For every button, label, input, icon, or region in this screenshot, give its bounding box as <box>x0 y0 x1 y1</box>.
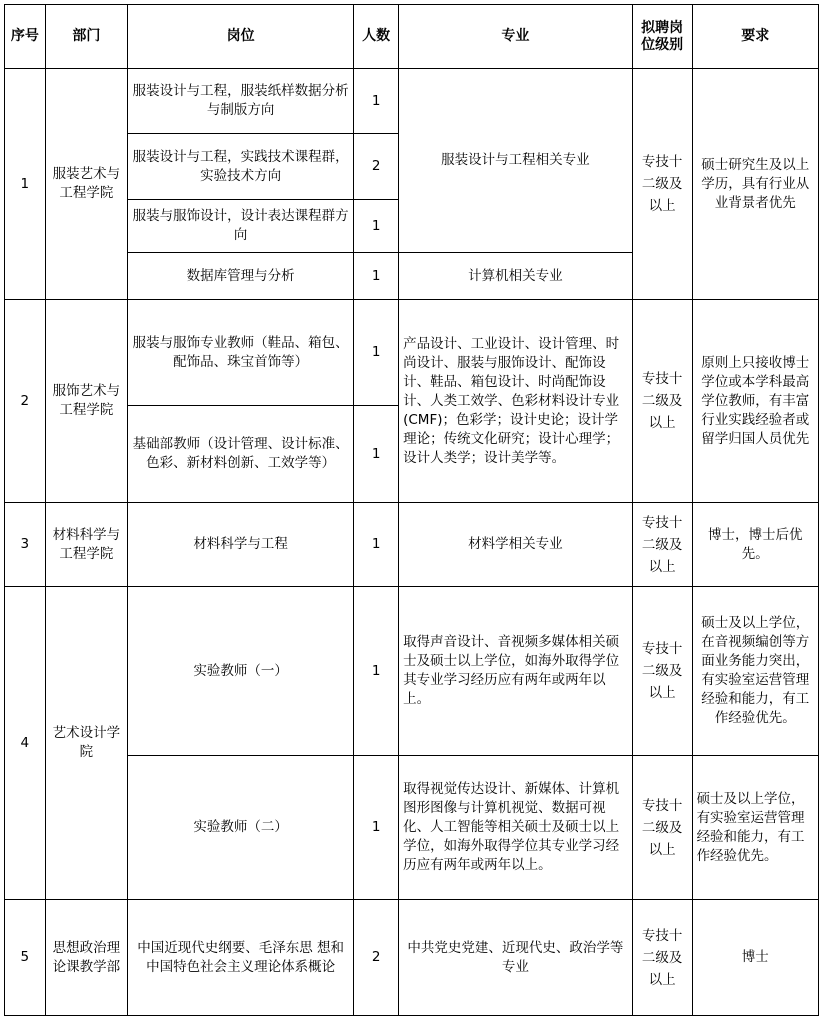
count-cell: 1 <box>354 406 399 503</box>
table-row <box>5 503 819 587</box>
major-cell: 取得声音设计、音视频多媒体相关硕士及硕士以上学位，如海外取得学位其专业学习经历应有两年或两年以上。 <box>399 587 632 756</box>
req-cell: 原则上只接收博士学位或本学科最高学位教师，有丰富行业实践经验者或留学归国人员优先 <box>692 300 818 503</box>
table-row <box>5 300 819 406</box>
table-row <box>5 69 819 134</box>
count-cell: 2 <box>354 134 399 200</box>
position-cell: 服装与服饰专业教师（鞋品、箱包、配饰品、珠宝首饰等） <box>128 300 354 406</box>
level-cell: 专技十二级及以上 <box>632 300 692 503</box>
table-row <box>5 587 819 756</box>
header-count: 人数 <box>354 5 399 69</box>
major-cell: 服装设计与工程相关专业 <box>399 69 632 253</box>
level-cell: 专技十二级及以上 <box>632 503 692 587</box>
position-cell: 实验教师（一） <box>128 587 354 756</box>
level-cell: 专技十二级及以上 <box>632 69 692 300</box>
row-no: 4 <box>5 587 46 900</box>
count-cell: 1 <box>354 503 399 587</box>
count-cell: 1 <box>354 69 399 134</box>
count-cell: 1 <box>354 587 399 756</box>
row-no: 3 <box>5 503 46 587</box>
position-cell: 中国近现代史纲要、毛泽东思 想和中国特色社会主义理论体系概论 <box>128 900 354 1016</box>
position-cell: 数据库管理与分析 <box>128 253 354 300</box>
position-cell: 服装设计与工程，服装纸样数据分析与制版方向 <box>128 69 354 134</box>
header-major: 专业 <box>399 5 632 69</box>
position-cell: 服装与服饰设计，设计表达课程群方向 <box>128 200 354 253</box>
req-cell: 硕士研究生及以上学历，具有行业从业背景者优先 <box>692 69 818 300</box>
major-cell: 取得视觉传达设计、新媒体、计算机图形图像与计算机视觉、数据可视化、人工智能等相关硕士及硕士以上学位，如海外取得学位其专业学习经历应有两年或两年以上。 <box>399 756 632 900</box>
header-position: 岗位 <box>128 5 354 69</box>
req-cell: 硕士及以上学位，有实验室运营管理经验和能力，有工作经验优先。 <box>692 756 818 900</box>
position-cell: 服装设计与工程，实践技术课程群，实验技术方向 <box>128 134 354 200</box>
count-cell: 1 <box>354 200 399 253</box>
row-no: 1 <box>5 69 46 300</box>
req-cell: 博士 <box>692 900 818 1016</box>
req-cell: 硕士及以上学位，在音视频编创等方面业务能力突出，有实验室运营管理经验和能力，有工作经验优先。 <box>692 587 818 756</box>
header-row <box>5 5 819 69</box>
count-cell: 1 <box>354 300 399 406</box>
row-dept: 服饰艺术与工程学院 <box>45 300 127 503</box>
major-cell: 产品设计、工业设计、设计管理、时尚设计、服装与服饰设计、配饰设计、鞋品、箱包设计、时尚配饰设计、人类工效学、色彩材料设计专业(CMF)；色彩学；设计史论；设计学理论；传统文化研究；设计心理学；设计人类学；设计美学等。 <box>399 300 632 503</box>
row-no: 2 <box>5 300 46 503</box>
req-cell: 博士，博士后优先。 <box>692 503 818 587</box>
level-cell: 专技十二级及以上 <box>632 587 692 756</box>
row-dept: 服装艺术与工程学院 <box>45 69 127 300</box>
header-level: 拟聘岗位级别 <box>632 5 692 69</box>
position-cell: 实验教师（二） <box>128 756 354 900</box>
major-cell: 中共党史党建、近现代史、政治学等专业 <box>399 900 632 1016</box>
position-cell: 基础部教师（设计管理、设计标准、色彩、新材料创新、工效学等） <box>128 406 354 503</box>
header-no: 序号 <box>5 5 46 69</box>
header-dept: 部门 <box>45 5 127 69</box>
count-cell: 1 <box>354 253 399 300</box>
row-dept: 艺术设计学院 <box>45 587 127 900</box>
level-cell: 专技十二级及以上 <box>632 900 692 1016</box>
row-dept: 思想政治理论课教学部 <box>45 900 127 1016</box>
position-cell: 材料科学与工程 <box>128 503 354 587</box>
table-row <box>5 900 819 1016</box>
recruitment-table <box>4 4 819 1016</box>
row-dept: 材料科学与工程学院 <box>45 503 127 587</box>
count-cell: 2 <box>354 900 399 1016</box>
major-cell: 计算机相关专业 <box>399 253 632 300</box>
row-no: 5 <box>5 900 46 1016</box>
count-cell: 1 <box>354 756 399 900</box>
major-cell: 材料学相关专业 <box>399 503 632 587</box>
level-cell: 专技十二级及以上 <box>632 756 692 900</box>
header-req: 要求 <box>692 5 818 69</box>
